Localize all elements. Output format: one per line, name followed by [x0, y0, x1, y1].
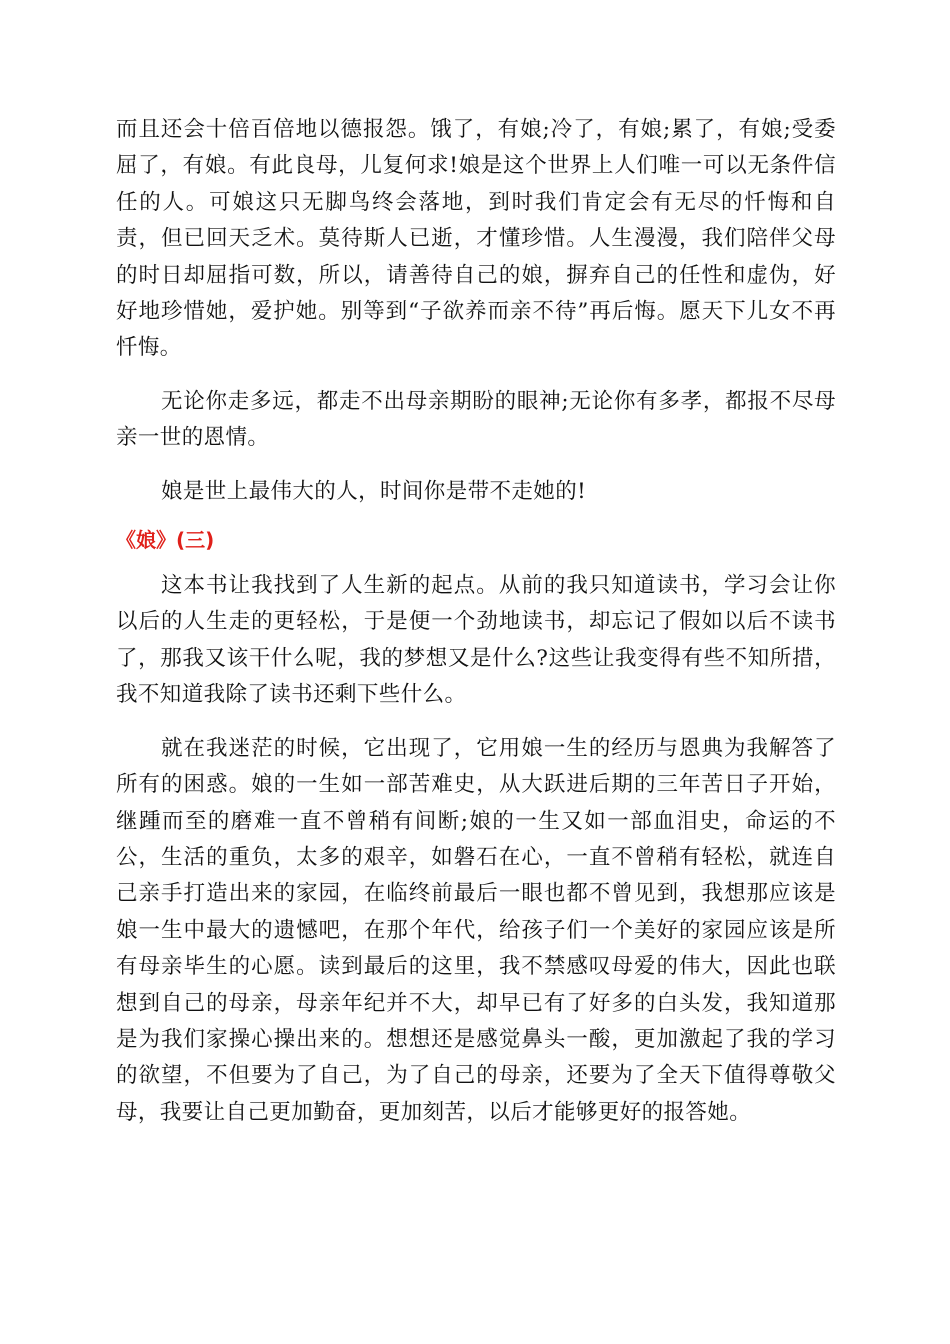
section-heading: 《娘》(三)	[116, 528, 215, 553]
paragraph-confusion: 就在我迷茫的时候，它出现了，它用娘一生的经历与恩典为我解答了所有的困惑。娘的一生如一部苦难史，从大跃进后期的三年苦日子开始，继踵而至的磨难一直不曾稍有间断;娘的一生又如一部血泪史，命运的不公，生活的重负，太多的艰辛，如磐石在心，一直不曾稍有轻松，就连自己亲手打造出来的家园，在临终前最后一眼也都不曾见到，我想那应该是娘一生中最大的遗憾吧，在那个年代，给孩子们一个美好的家园应该是所有母亲毕生的心愿。读到最后的这里，我不禁感叹母爱的伟大，因此也联想到自己的母亲，母亲年纪并不大，却早已有了好多的白头发，我知道那是为我们家操心操出来的。想想还是感觉鼻头一酸，更加激起了我的学习的欲望，不但要为了自己，为了自己的母亲，还要为了全天下值得尊敬父母，我要让自己更加勤奋，更加刻苦，以后才能够更好的报答她。	[116, 735, 836, 1125]
paragraph-distance: 无论你走多远，都走不出母亲期盼的眼神;无论你有多孝，都报不尽母亲一世的恩情。	[116, 388, 836, 451]
paragraph-starting-point: 这本书让我找到了人生新的起点。从前的我只知道读书，学习会让你以后的人生走的更轻松，于是便一个劲地读书，却忘记了假如以后不读书了，那我又该干什么呢，我的梦想又是什么?这些让我变得有些不知所措，我不知道我除了读书还剩下些什么。	[116, 573, 836, 708]
paragraph-continuation: 而且还会十倍百倍地以德报怨。饿了，有娘;冷了，有娘;累了，有娘;受委屈了，有娘。有此良母，儿复何求!娘是这个世界上人们唯一可以无条件信任的人。可娘这只无脚鸟终会落地，到时我们肯定会有无尽的忏悔和自责，但已回天乏术。莫待斯人已逝，才懂珍惜。人生漫漫，我们陪伴父母的时日却屈指可数，所以，请善待自己的娘，摒弃自己的任性和虚伪，好好地珍惜她，爱护她。别等到“子欲养而亲不待”再后悔。愿天下儿女不再忏悔。	[116, 117, 836, 361]
paragraph-greatest: 娘是世上最伟大的人，时间你是带不走她的!	[161, 478, 587, 504]
document-page	[116, 112, 836, 1131]
